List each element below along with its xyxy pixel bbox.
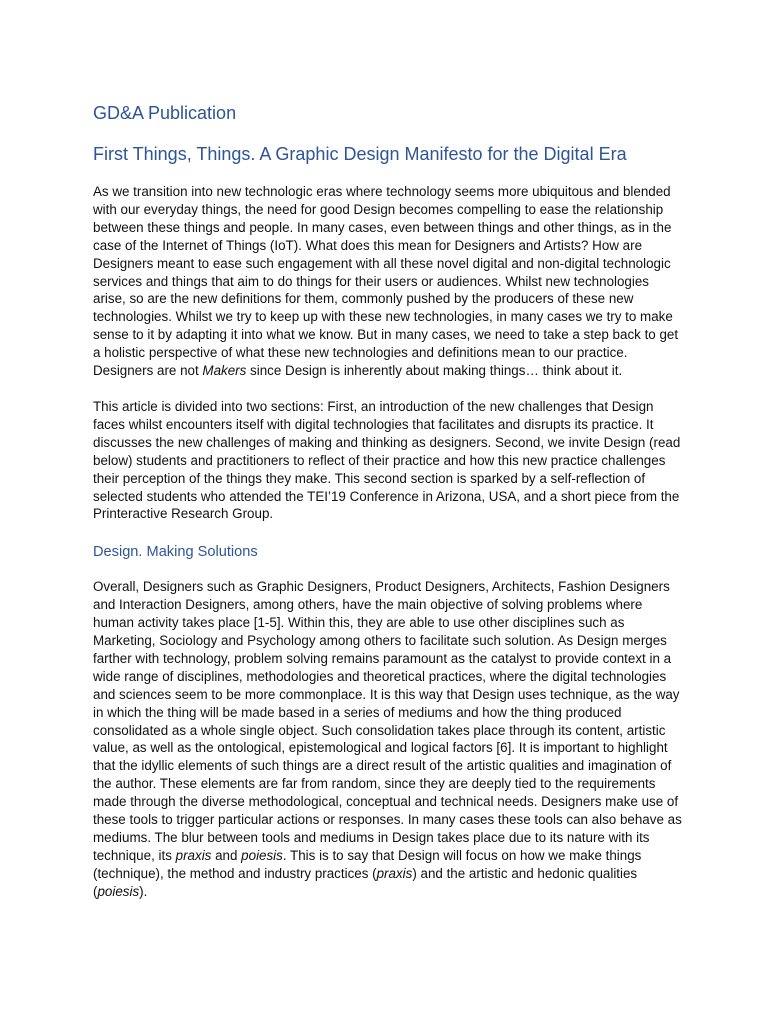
article-title: First Things, Things. A Graphic Design Manifesto for the Digital Era	[93, 144, 627, 164]
intro-paragraph	[93, 183, 683, 380]
design-paragraph	[93, 578, 683, 900]
publication-name: GD&A Publication	[93, 103, 237, 123]
intro-italic-makers: Makers	[202, 363, 247, 379]
design-italic-praxis: praxis	[175, 847, 212, 863]
intro-text-1: As we transition into new technologic eras where technology seems more ubiquitous and blended with our everyday things, the need for good Design becomes compelling to ease the relationship between these things and people. In many cases, even between things and other things, as in the case of the Internet of Things (IoT). What does this mean for Designers and Artists? How are Designers meant to ease such engagement with all these novel digital and non-digital technologic services and things that aim to do things for their users or audiences. Whilst new technologies arise, so are the new definitions for them, commonly pushed by the producers of these new technologies. Whilst we try to keep up with these new technologies, in many cases we try to make sense to it by adapting it into what we know. But in many cases, we need to take a step back to get a holistic perspective of what these new technologies and definitions mean to our practice. Designers are not	[93, 184, 679, 379]
design-italic-poiesis: poiesis	[241, 847, 283, 863]
design-text-3: . This is to say that Design will focus on how we make things (technique), the method and industry practices (	[93, 847, 642, 881]
design-text-1: Overall, Designers such as Graphic Designers, Product Designers, Architects, Fashion Designers and Interaction Designers, among others, have the main objective of solving problems where human activity takes place [1-5]. Within this, they are able to use other disciplines such as Marketing, Sociology and Psychology among others to facilitate such solution. As Design merges farther with technology, problem solving remains paramount as the catalyst to provide context in a wide range of disciplines, methodologies and theoretical practices, where the digital technologies and sciences seem to be more commonplace. It is this way that Design uses technique, as the way in which the thing will be made based in a series of mediums and how the thing produced consolidated as a whole single object. Such consolidation takes place through its content, artistic value, as well as the ontological, epistemological and logical factors [6]. It is important to highlight that the idyllic elements of such things are a direct result of the artistic qualities and imagination of the author. These elements are far from random, since they are deeply tied to the requirements made through the diverse methodological, conceptual and technical needs. Designers make use of these tools to trigger particular actions or responses. In many cases these tools can also behave as mediums. The blur between tools and mediums in Design takes place due to its nature with its technique, its	[93, 579, 682, 863]
document-page	[93, 101, 683, 901]
design-text-5: ).	[139, 883, 148, 899]
design-italic-poiesis-2: poiesis	[97, 883, 140, 899]
design-italic-praxis-2: praxis	[376, 865, 413, 881]
design-text-4: ) and the artistic and hedonic qualities (	[93, 865, 638, 899]
intro-text-2: since Design is inherently about making things… think about it.	[246, 363, 623, 379]
design-text-2: and	[211, 847, 242, 863]
section-heading: Design. Making Solutions	[93, 544, 258, 561]
structure-paragraph: This article is divided into two sections: First, an introduction of the new challenges that Design faces whilst encounters itself with digital technologies that facilitates and disrupts its practice. It discusses the new challenges of making and thinking as designers. Second, we invite Design (read below) students and practitioners to reflect of their practice and how this new practice challenges their perception of the things they make. This second section is sparked by a self-reflection of selected students who attended the TEI’19 Conference in Arizona, USA, and a short piece from the Printeractive Research Group.	[93, 398, 681, 522]
